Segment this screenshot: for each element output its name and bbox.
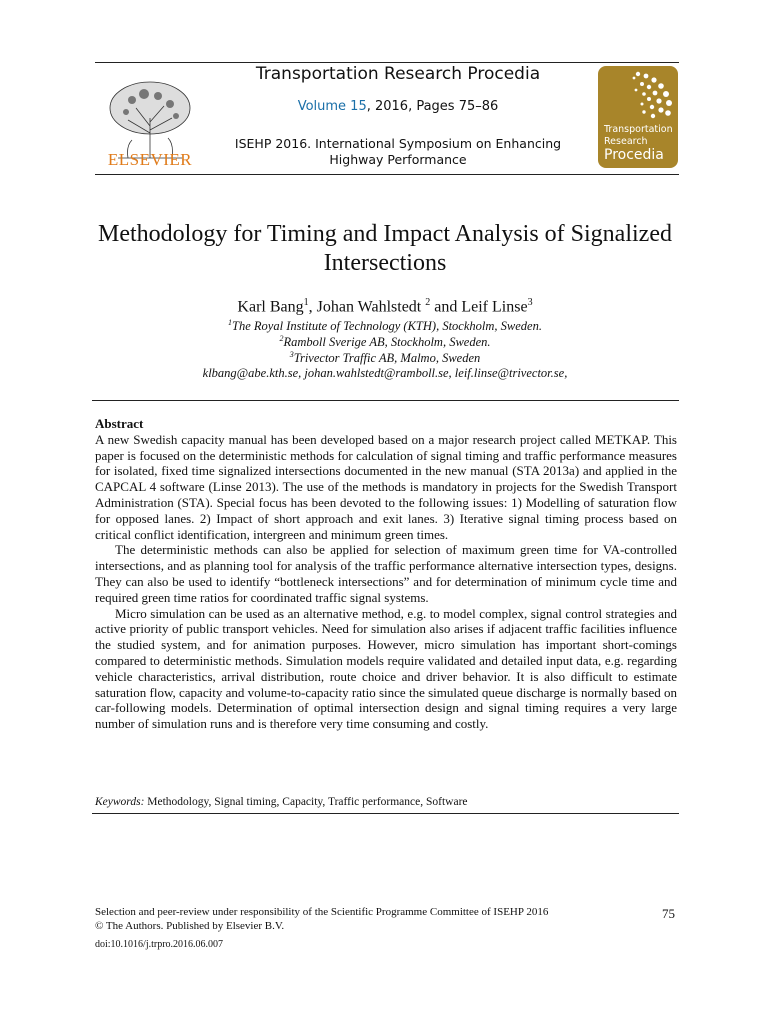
keywords [95, 796, 677, 808]
volume-info [215, 99, 581, 114]
journal-cover-badge [598, 66, 678, 168]
affiliation-marker: 2 [279, 334, 284, 343]
affiliation-text: Ramboll Sverige AB, Stockholm, Sweden. [283, 335, 491, 350]
abstract-paragraph: The deterministic methods can also be applied for selection of maximum green time for VA-controlled intersections, and as planning tool for analysis of the traffic performance alternative intersection types, designs. They can also be used to identify “bottleneck intersections” and for determination of minimum cycle time and required green time ratios for coordinated traffic signal systems. [95, 542, 677, 605]
abstract-paragraph: A new Swedish capacity manual has been developed based on a major research project called METKAP. This paper is focused on the deterministic methods for calculation of signal timing and traffic performance measures for isolated, fixed time signalized intersections documented in the new manual (STA 2013a) and applied in the CAPCAL 4 software (Linse 2013). The use of the methods is mandatory in projects for the Swedish Transport Administration (STA). Special focus has been devoted to the following issues: 1) Modelling of saturation flow for opposed lanes. 2) Impact of short approach and exit lanes. 3) Iterative signal timing process based on critical conflict identification, intergreen and minimum green times. [95, 431, 677, 542]
header-bottom-rule [95, 174, 679, 175]
footer-copyright-line: © The Authors. Published by Elsevier B.V. [95, 919, 285, 932]
conference-name: ISEHP 2016. International Symposium on Enhancing Highway Performance [234, 136, 562, 167]
keywords-label: Keywords: [95, 796, 145, 808]
badge-line-1: Transportation [604, 124, 673, 135]
badge-dots-graphic [598, 66, 678, 126]
affiliation-text: Trivector Traffic AB, Malmo, Sweden [293, 351, 481, 366]
volume-pages: , 2016, Pages 75–86 [366, 99, 499, 114]
author-emails[interactable]: klbang@abe.kth.se, johan.wahlstedt@ramboll.se, leif.linse@trivector.se, [202, 366, 568, 380]
abstract-paragraph: Micro simulation can be used as an alternative method, e.g. to model complex, signal control strategies and active priority of public transport vehicles. Need for simulation also arises if adjacent traffic facilities influence the studied system, and for animation purposes. However, micro simulation has important short-comings compared to deterministic methods. Simulation models require validated and detailed input data, e.g. regarding vehicle characteristics, arrival distribution, route choice and driver behavior. It is also difficult to estimate saturation flow, capacity and volume-to-capacity ratio since the simulated queue discharge is normally based on car-following models. Determination of optimal intersection design and signal timing requires a very large number of simulation runs and is therefore very time consuming and costly. [95, 605, 677, 732]
affiliation [90, 318, 680, 334]
affiliation [90, 334, 680, 350]
page-number: 75 [662, 906, 675, 921]
author-separator: , [308, 298, 317, 316]
author-separator: and [430, 298, 462, 316]
header-top-rule [95, 62, 679, 63]
author-name: Karl Bang [237, 298, 304, 316]
abstract-heading: Abstract [95, 416, 144, 431]
footer-notice [95, 906, 635, 933]
author-affil-marker: 1 [303, 297, 309, 308]
affiliation-marker: 3 [289, 350, 294, 359]
elsevier-wordmark: ELSEVIER [107, 150, 193, 169]
doi-link[interactable]: doi:10.1016/j.trpro.2016.06.007 [95, 939, 224, 950]
abstract-bottom-rule [92, 813, 679, 814]
footer-review-line: Selection and peer-review under responsibility of the Scientific Programme Committee of ISEHP 2016 [95, 906, 549, 918]
keywords-text: Methodology, Signal timing, Capacity, Traffic performance, Software [144, 796, 468, 808]
paper-title: Methodology for Timing and Impact Analysis of Signalized Intersections [98, 221, 672, 276]
badge-line-2: Research [604, 136, 648, 147]
author-name: Johan Wahlstedt [316, 298, 422, 316]
author-name: Leif Linse [461, 298, 528, 316]
journal-title[interactable]: Transportation Research Procedia [255, 64, 541, 84]
affiliation-text: The Royal Institute of Technology (KTH), Stockholm, Sweden. [232, 319, 542, 334]
abstract-section [95, 416, 677, 732]
abstract-top-rule [92, 400, 679, 401]
author-affil-marker: 2 [425, 297, 431, 308]
affiliation [90, 350, 680, 366]
badge-line-3: Procedia [604, 147, 664, 163]
affiliation-marker: 1 [228, 318, 233, 327]
author-affil-marker: 3 [527, 297, 533, 308]
volume-link[interactable]: Volume 15 [297, 99, 367, 114]
author-list [90, 297, 680, 316]
